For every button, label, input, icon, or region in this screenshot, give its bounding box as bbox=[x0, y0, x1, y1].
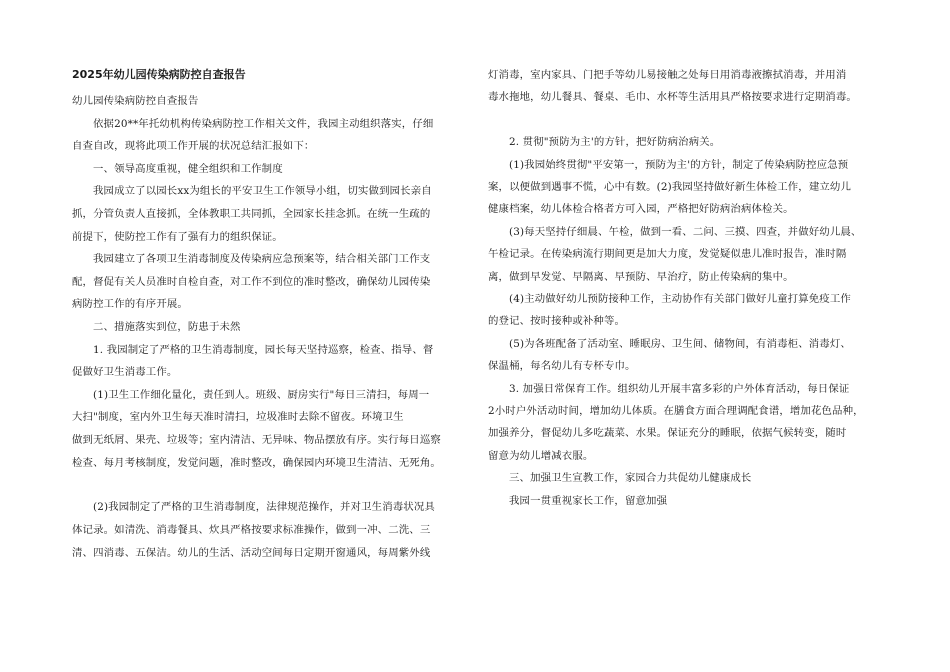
text-line: 依据20**年托幼机构传染病防控工作相关文件，我园主动组织落实，仔细 bbox=[93, 117, 434, 130]
text-line: 体记录。如清洗、消毒餐具、炊具严格按要求标准操作，做到一冲、二洗、三 bbox=[72, 524, 431, 537]
text-line: 大扫"制度，室内外卫生每天准时清扫，垃圾准时去除不留夜。环境卫生 bbox=[72, 411, 404, 424]
text-line: 三、加强卫生宣教工作，家园合力共促幼儿健康成长 bbox=[509, 472, 752, 485]
text-line: 我园一贯重视家长工作，留意加强 bbox=[509, 494, 668, 507]
text-line: 检查、每月考核制度，发觉问题，准时整改，确保园内环境卫生清洁、无死角。 bbox=[72, 456, 441, 469]
text-line: 灯消毒，室内家具、门把手等幼儿易接触之处每日用消毒液擦拭消毒，并用消 bbox=[488, 69, 847, 81]
text-line: (2)我园制定了严格的卫生消毒制度，法律规范操作，并对卫生消毒状况具 bbox=[93, 501, 435, 514]
text-line: 二、措施落实到位，防患于未然 bbox=[93, 320, 241, 333]
text-line: (1)我园始终贯彻"平安第一，预防为主'的方针，制定了传染病防控应急预 bbox=[509, 158, 849, 171]
text-line: 自查自改，现将此项工作开展的状况总结汇报如下： bbox=[72, 140, 315, 153]
text-line: 保温桶，每名幼儿有专杯专巾。 bbox=[488, 360, 636, 373]
text-line: (3)每天坚持仔细晨、午检，做到一看、二问、三摸、四查，并做好幼儿晨、 bbox=[509, 225, 862, 238]
text-line: (5)为各班配备了活动室、睡眠房、卫生间、储物间，有消毒柜、消毒灯、 bbox=[509, 337, 851, 350]
right-column-text bbox=[488, 64, 882, 512]
text-line: 前提下，使防控工作有了强有力的组织保证。 bbox=[72, 230, 283, 243]
text-line: 3. 加强日常保育工作。组织幼儿开展丰富多彩的户外体育活动，每日保证 bbox=[509, 382, 850, 395]
text-line: 案，以便做到遇事不慌，心中有数。(2)我园坚持做好新生体检工作，建立幼儿 bbox=[488, 181, 852, 194]
text-line: 清、四消毒、五保洁。幼儿的生活、活动空间每日定期开窗通风，每周紫外线 bbox=[72, 546, 431, 559]
right-column bbox=[488, 64, 882, 512]
left-column bbox=[72, 62, 466, 564]
text-line: 加强养分，督促幼儿多吃蔬菜、水果。保证充分的睡眠，依据气候转变，随时 bbox=[488, 427, 847, 440]
text-line: (1)卫生工作细化量化，责任到人。班级、厨房实行"每日三清扫，每周一 bbox=[93, 388, 430, 401]
text-line: 1. 我园制定了严格的卫生消毒制度，园长每天坚持巡察，检查、指导、督 bbox=[93, 343, 434, 356]
text-line: 毒水拖地，幼儿餐具、餐桌、毛巾、水杯等生活用具严格按要求进行定期消毒。 bbox=[488, 91, 857, 104]
text-line: 做到无纸屑、果壳、垃圾等；室内清洁、无异味、物品摆放有序。实行每日巡察 bbox=[72, 433, 441, 446]
text-line: 我园成立了以园长xx为组长的平安卫生工作领导小组，切实做到园长亲自 bbox=[93, 185, 432, 198]
text-line: 抓，分管负责人直接抓，全体教职工共同抓，全园家长挂念抓。在统一生疏的 bbox=[72, 207, 431, 220]
text-line: 病防控工作的有序开展。 bbox=[72, 298, 188, 311]
text-line: 2小时户外活动时间，增加幼儿体质。在膳食方面合理调配食谱，增加花色品种， bbox=[488, 405, 864, 418]
text-line: 离，做到早发觉、早隔离、早预防、早治疗，防止传染病的集中。 bbox=[488, 270, 794, 283]
text-line: 留意为幼儿增减衣服。 bbox=[488, 449, 594, 462]
text-line: 配，督促有关人员准时自检自查，对工作不到位的准时整改，确保幼儿园传染 bbox=[72, 275, 431, 288]
blank-line bbox=[72, 474, 466, 496]
blank-line bbox=[488, 109, 882, 131]
text-line: 我园建立了各项卫生消毒制度及传染病应急预案等，结合相关部门工作支 bbox=[93, 253, 431, 266]
text-line: 促做好卫生消毒工作。 bbox=[72, 366, 178, 379]
text-line: (4)主动做好幼儿预防接种工作，主动协作有关部门做好儿童打算免疫工作 bbox=[509, 293, 851, 306]
document-title: 2025年幼儿园传染病防控自查报告 bbox=[72, 68, 246, 81]
text-line: 健康档案，幼儿体检合格者方可入园，严格把好防病治病体检关。 bbox=[488, 203, 794, 216]
text-line: 幼儿园传染病防控自查报告 bbox=[72, 95, 199, 107]
text-line: 一、领导高度重视，健全组织和工作制度 bbox=[93, 162, 283, 175]
text-line: 的登记、按时接种或补种等。 bbox=[488, 315, 626, 328]
text-line: 午检记录。在传染病流行期间更是加大力度，发觉疑似患儿准时报告，准时隔 bbox=[488, 248, 847, 261]
text-line: 2. 贯彻"预防为主'的方针，把好防病治病关。 bbox=[509, 136, 721, 149]
left-column-text bbox=[72, 90, 466, 564]
